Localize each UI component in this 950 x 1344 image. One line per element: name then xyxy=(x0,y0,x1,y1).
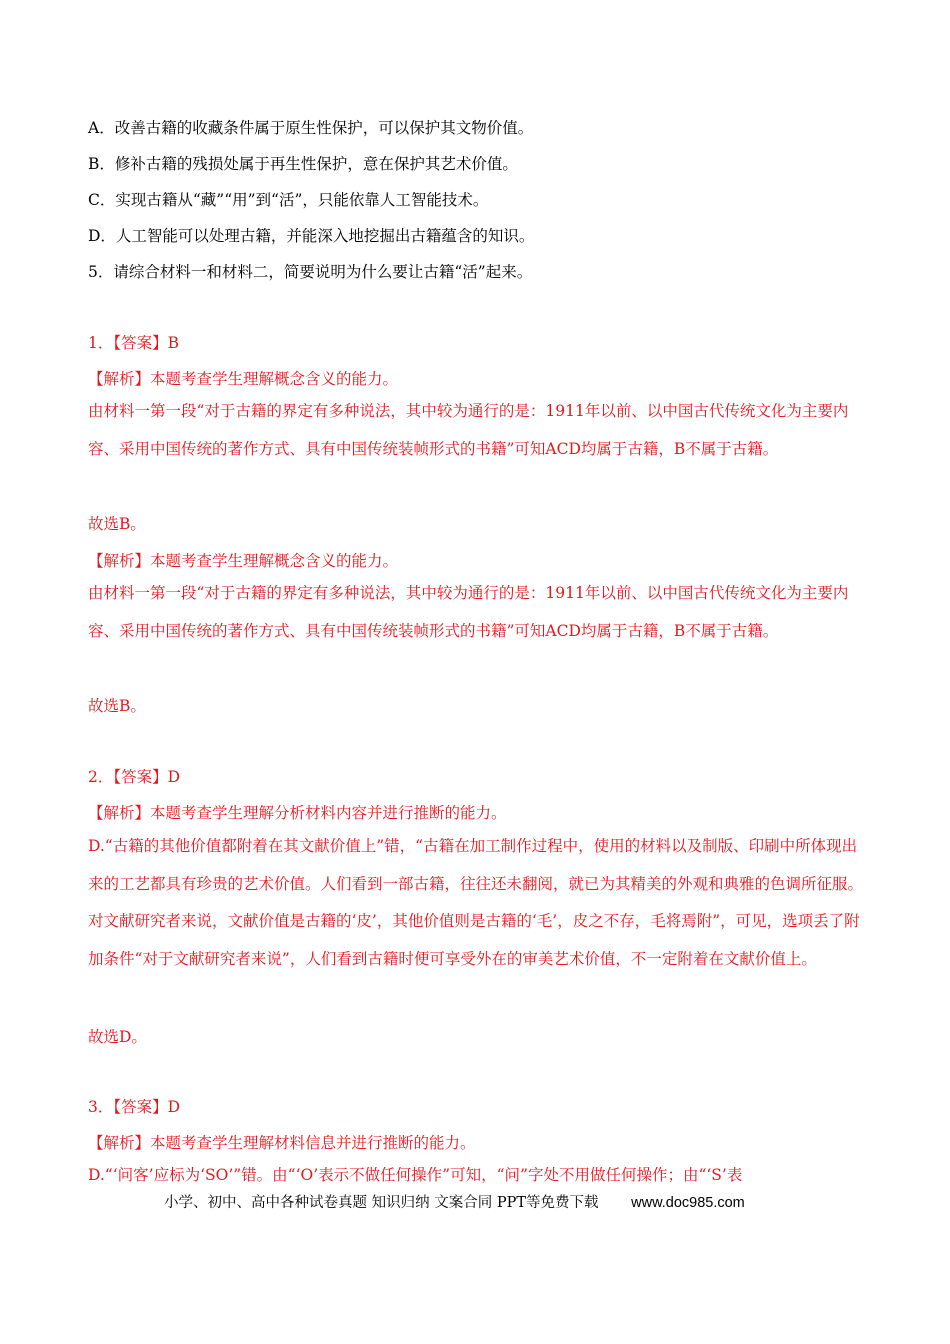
answer-1-conclusion-repeat: 故选B。 xyxy=(88,697,146,715)
answer-1-conclusion: 故选B。 xyxy=(88,515,146,533)
option-b: B．修补古籍的残损处属于再生性保护，意在保护其艺术价值。 xyxy=(88,155,518,173)
answer-1-heading: 1．【答案】B xyxy=(88,334,180,352)
answer-1-explanation-repeat: 由材料一第一段“对于古籍的界定有多种说法，其中较为通行的是：1911年以前、以中国古代传统文化为主要内容、采用中国传统的著作方式、具有中国传统装帧形式的书籍”可知ACD均属于古籍，B不属于古籍。 xyxy=(88,584,849,640)
answer-1-explanation: 由材料一第一段“对于古籍的界定有多种说法，其中较为通行的是：1911年以前、以中国古代传统文化为主要内容、采用中国传统的著作方式、具有中国传统装帧形式的书籍”可知ACD均属于古籍，B不属于古籍。 xyxy=(88,402,849,458)
option-c: C．实现古籍从“藏”“用”到“活”，只能依靠人工智能技术。 xyxy=(88,191,489,209)
answer-3-analysis: 【解析】本题考查学生理解材料信息并进行推断的能力。 xyxy=(88,1134,476,1152)
answer-1-analysis: 【解析】本题考查学生理解概念含义的能力。 xyxy=(88,370,399,388)
answer-2-explanation: D.“古籍的其他价值都附着在其文献价值上”错，“古籍在加工制作过程中，使用的材料以及制版、印刷中所体现出来的工艺都具有珍贵的艺术价值。人们看到一部古籍，往往还未翻阅，就已为其精美的外观和典雅的色调所征服。对文献研究者来说，文献价值是古籍的‘皮’，其他价值则是古籍的‘毛’，皮之不存，毛将焉附”，可见，选项丢了附加条件“对于文献研究者来说”，人们看到古籍时便可享受外在的审美艺术价值，不一定附着在文献价值上。 xyxy=(88,837,864,968)
page-footer xyxy=(164,1191,745,1212)
footer-text: 小学、初中、高中各种试卷真题 知识归纳 文案合同 PPT等免费下载 xyxy=(164,1195,599,1211)
answer-2-conclusion: 故选D。 xyxy=(88,1028,147,1046)
answer-2-analysis: 【解析】本题考查学生理解分析材料内容并进行推断的能力。 xyxy=(88,804,507,822)
answer-2-heading: 2．【答案】D xyxy=(88,768,181,786)
option-a: A．改善古籍的收藏条件属于原生性保护，可以保护其文物价值。 xyxy=(88,119,534,137)
answer-1-analysis-repeat: 【解析】本题考查学生理解概念含义的能力。 xyxy=(88,552,399,570)
footer-url[interactable]: www.doc985.com xyxy=(631,1195,745,1211)
answer-3-explanation: D.“‘问客’应标为‘SO’”错。由“‘O’表示不做任何操作”可知，“问”字处不用做任何操作；由“‘S’表 xyxy=(88,1166,743,1183)
answer-3-heading: 3．【答案】D xyxy=(88,1098,181,1116)
option-d: D．人工智能可以处理古籍，并能深入地挖掘出古籍蕴含的知识。 xyxy=(88,227,535,245)
question-5: 5．请综合材料一和材料二，简要说明为什么要让古籍“活”起来。 xyxy=(88,263,533,281)
